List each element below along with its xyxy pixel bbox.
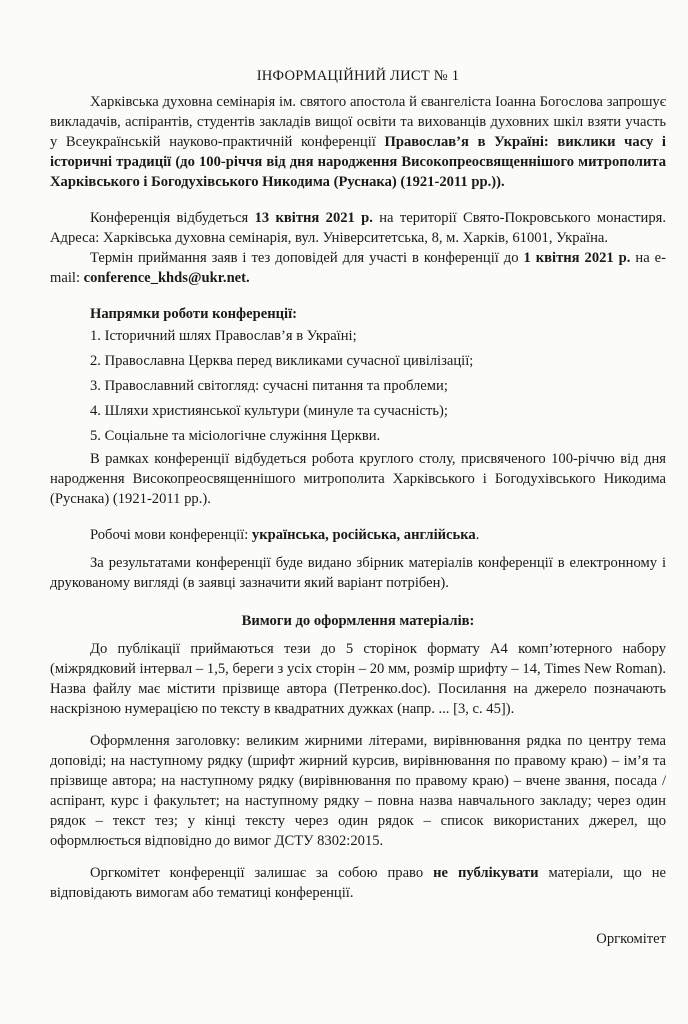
- venue-suffix: на території Свято-Покровського монастиря. Адреса: Харківська духовна семінарія, вул. Університетська, 8, м. Харків, 61001, Україна.: [50, 210, 666, 246]
- list-item: 4. Шляхи християнської культури (минуле та сучасність);: [90, 403, 448, 419]
- venue-prefix: Конференція відбудеться: [90, 210, 255, 226]
- document-title: ІНФОРМАЦІЙНИЙ ЛИСТ № 1: [256, 68, 460, 84]
- intro-paragraph: [50, 92, 666, 192]
- deadline-paragraph: [50, 248, 666, 288]
- conference-date: 13 квітня 2021 р.: [254, 210, 373, 226]
- venue-paragraph: [50, 208, 666, 248]
- languages-paragraph: [50, 525, 666, 545]
- round-table-paragraph: В рамках конференції відбудеться робота круглого столу, присвяченого 100-річчю від дня народження Високопреосвященнішого митрополита Харківського і Богодухівського Никодима (Руснака) (1921-2011 рр.).: [50, 451, 666, 507]
- rights-suffix: матеріали, що не відповідають вимогам або тематиці конференції.: [50, 865, 667, 901]
- signature: Оргкомітет: [596, 931, 666, 947]
- rights-prefix: Оргкомітет конференції залишає за собою право: [90, 865, 434, 881]
- languages-list: українська, російська, англійська: [251, 527, 476, 543]
- deadline-prefix: Термін приймання заяв і тез доповідей для участі в конференції до: [90, 250, 524, 266]
- languages-suffix: .: [475, 527, 480, 543]
- languages-prefix: Робочі мови конференції:: [90, 527, 252, 543]
- conference-title: Православ’я в Україні: виклики часу і історичні традиції (до 100-річчя від дня народження Високопреосвященнішого митрополита Харківського і Богодухівського Никодима (Руснака) (1921-2011 рр.)).: [50, 134, 666, 190]
- email-prefix: на e-mail:: [50, 250, 667, 286]
- rights-bold: не публікувати: [433, 865, 539, 881]
- collection-paragraph: За результатами конференції буде видано збірник матеріалів конференції в електронному і друкованому вигляді (в заявці зазначити який варіант потрібен).: [50, 555, 666, 591]
- requirements-heading: Вимоги до оформлення матеріалів:: [241, 613, 475, 629]
- deadline-date: 1 квітня 2021 р.: [523, 250, 631, 266]
- contact-email: conference_khds@ukr.net.: [83, 270, 250, 286]
- list-item: 2. Православна Церква перед викликами сучасної цивілізації;: [90, 353, 474, 369]
- list-item: 1. Історичний шлях Православ’я в Україні;: [90, 328, 357, 344]
- list-item: 5. Соціальне та місіологічне служіння Церкви.: [90, 428, 381, 444]
- intro-text: Харківська духовна семінарія ім. святого апостола й євангеліста Іоанна Богослова запрошує викладачів, аспірантів, студентів закладів вищої освіти та вихованців духовних шкіл взяти участь у Всеукраїнській науково-практичній конференції: [50, 94, 666, 150]
- requirements-paragraph-1: До публікації приймаються тези до 5 сторінок формату А4 комп’ютерного набору (міжрядковий інтервал – 1,5, береги з усіх сторін – 20 мм, розмір шрифту – 14, Times New Roman). Назва файлу має містити прізвище автора (Петренко.doc). Посилання на джерело позначають наскрізною нумерацією по тексту в квадратних дужках (напр. ... [3, с. 45]).: [50, 641, 666, 717]
- requirements-paragraph-2: Оформлення заголовку: великим жирними літерами, вирівнювання рядка по центру тема доповіді; на наступному рядку (шрифт жирний курсив, вирівнювання по правому краю) – ім’я та прізвище автора; на наступному рядку (вирівнювання по правому краю) – вчене звання, посада / аспірант, курс і факультет; на наступному рядку – повна назва навчального закладу; через один рядок – текст тез; у кінці тексту через один рядок – список використаних джерел, що оформлюється відповідно до вимог ДСТУ 8302:2015.: [50, 733, 666, 849]
- directions-heading: Напрямки роботи конференції:: [90, 306, 298, 322]
- directions-list: [50, 324, 666, 449]
- list-item: 3. Православний світогляд: сучасні питання та проблеми;: [90, 378, 448, 394]
- rights-paragraph: [50, 863, 666, 903]
